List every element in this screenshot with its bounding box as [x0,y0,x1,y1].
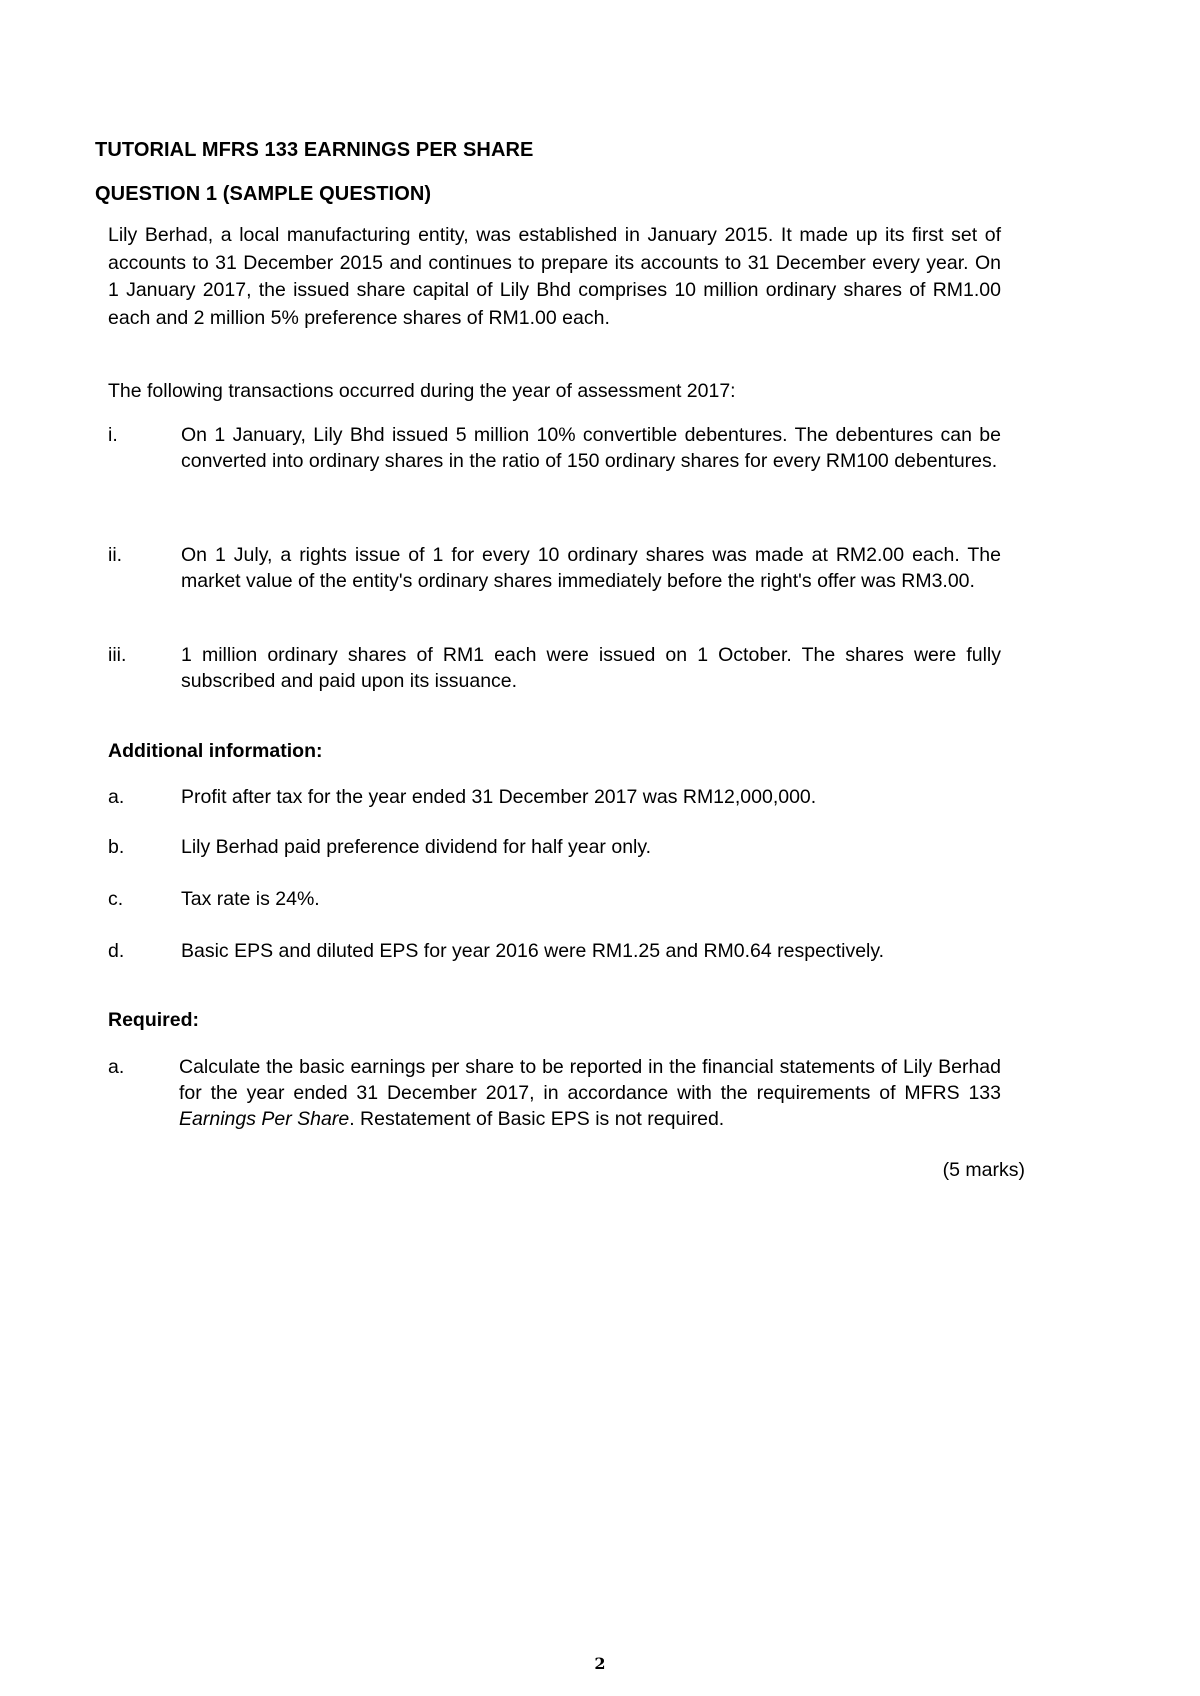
list-marker: a. [108,1056,125,1078]
list-item-text: On 1 January, Lily Bhd issued 5 million 10% convertible debentures. The debentures can be converted into ordinary shares in the ratio of 150 ordinary shares for every RM100 debentures. [181,424,1001,472]
list-item [108,886,1001,912]
list-item-text: 1 million ordinary shares of RM1 each were issued on 1 October. The shares were fully subscribed and paid upon its issuance. [181,644,1001,692]
list-item-text [179,1054,1001,1132]
list-marker: i. [108,424,118,446]
list-marker: a. [108,786,125,808]
list-item-text: Profit after tax for the year ended 31 December 2017 was RM12,000,000. [181,786,817,808]
page-number: 2 [594,1654,606,1673]
list-item-text: On 1 July, a rights issue of 1 for every 10 ordinary shares was made at RM2.00 each. The market value of the entity's ordinary shares immediately before the right's offer was RM3.00. [181,544,1001,592]
additional-information-heading: Additional information: [108,740,323,762]
list-item [108,642,1001,694]
intro-paragraph: Lily Berhad, a local manufacturing entity, was established in January 2015. It made up its first set of accounts to 31 December 2015 and continues to prepare its accounts to 31 December every year. On 1 January 2017, the issued share capital of Lily Bhd comprises 10 million ordinary shares of RM1.00 each and 2 million 5% preference shares of RM1.00 each. [108,224,1001,329]
list-item [108,422,1001,474]
list-marker: iii. [108,644,127,666]
list-item [108,1054,1001,1132]
question-heading: QUESTION 1 (SAMPLE QUESTION) [95,183,432,205]
required-text-before: Calculate the basic earnings per share to be reported in the financial statements of Lily Berhad for the year ended 31 December 2017, in accordance with the requirements of MFRS 133 [179,1056,1001,1104]
list-item-text: Tax rate is 24%. [181,888,320,910]
required-text-italic: Earnings Per Share [179,1108,350,1130]
list-item-text: Basic EPS and diluted EPS for year 2016 were RM1.25 and RM0.64 respectively. [181,940,885,962]
list-marker: b. [108,836,125,858]
marks-label: (5 marks) [942,1159,1025,1181]
document-title: TUTORIAL MFRS 133 EARNINGS PER SHARE [95,139,534,161]
list-marker: d. [108,940,125,962]
list-item [108,784,1001,810]
transactions-intro: The following transactions occurred during the year of assessment 2017: [108,380,736,402]
required-heading: Required: [108,1009,200,1031]
list-item-text: Lily Berhad paid preference dividend for half year only. [181,836,652,858]
list-marker: c. [108,888,124,910]
list-marker: ii. [108,544,123,566]
list-item [108,834,1001,860]
list-item [108,938,1001,964]
list-item [108,542,1001,594]
required-text-after: . Restatement of Basic EPS is not required. [349,1108,725,1130]
